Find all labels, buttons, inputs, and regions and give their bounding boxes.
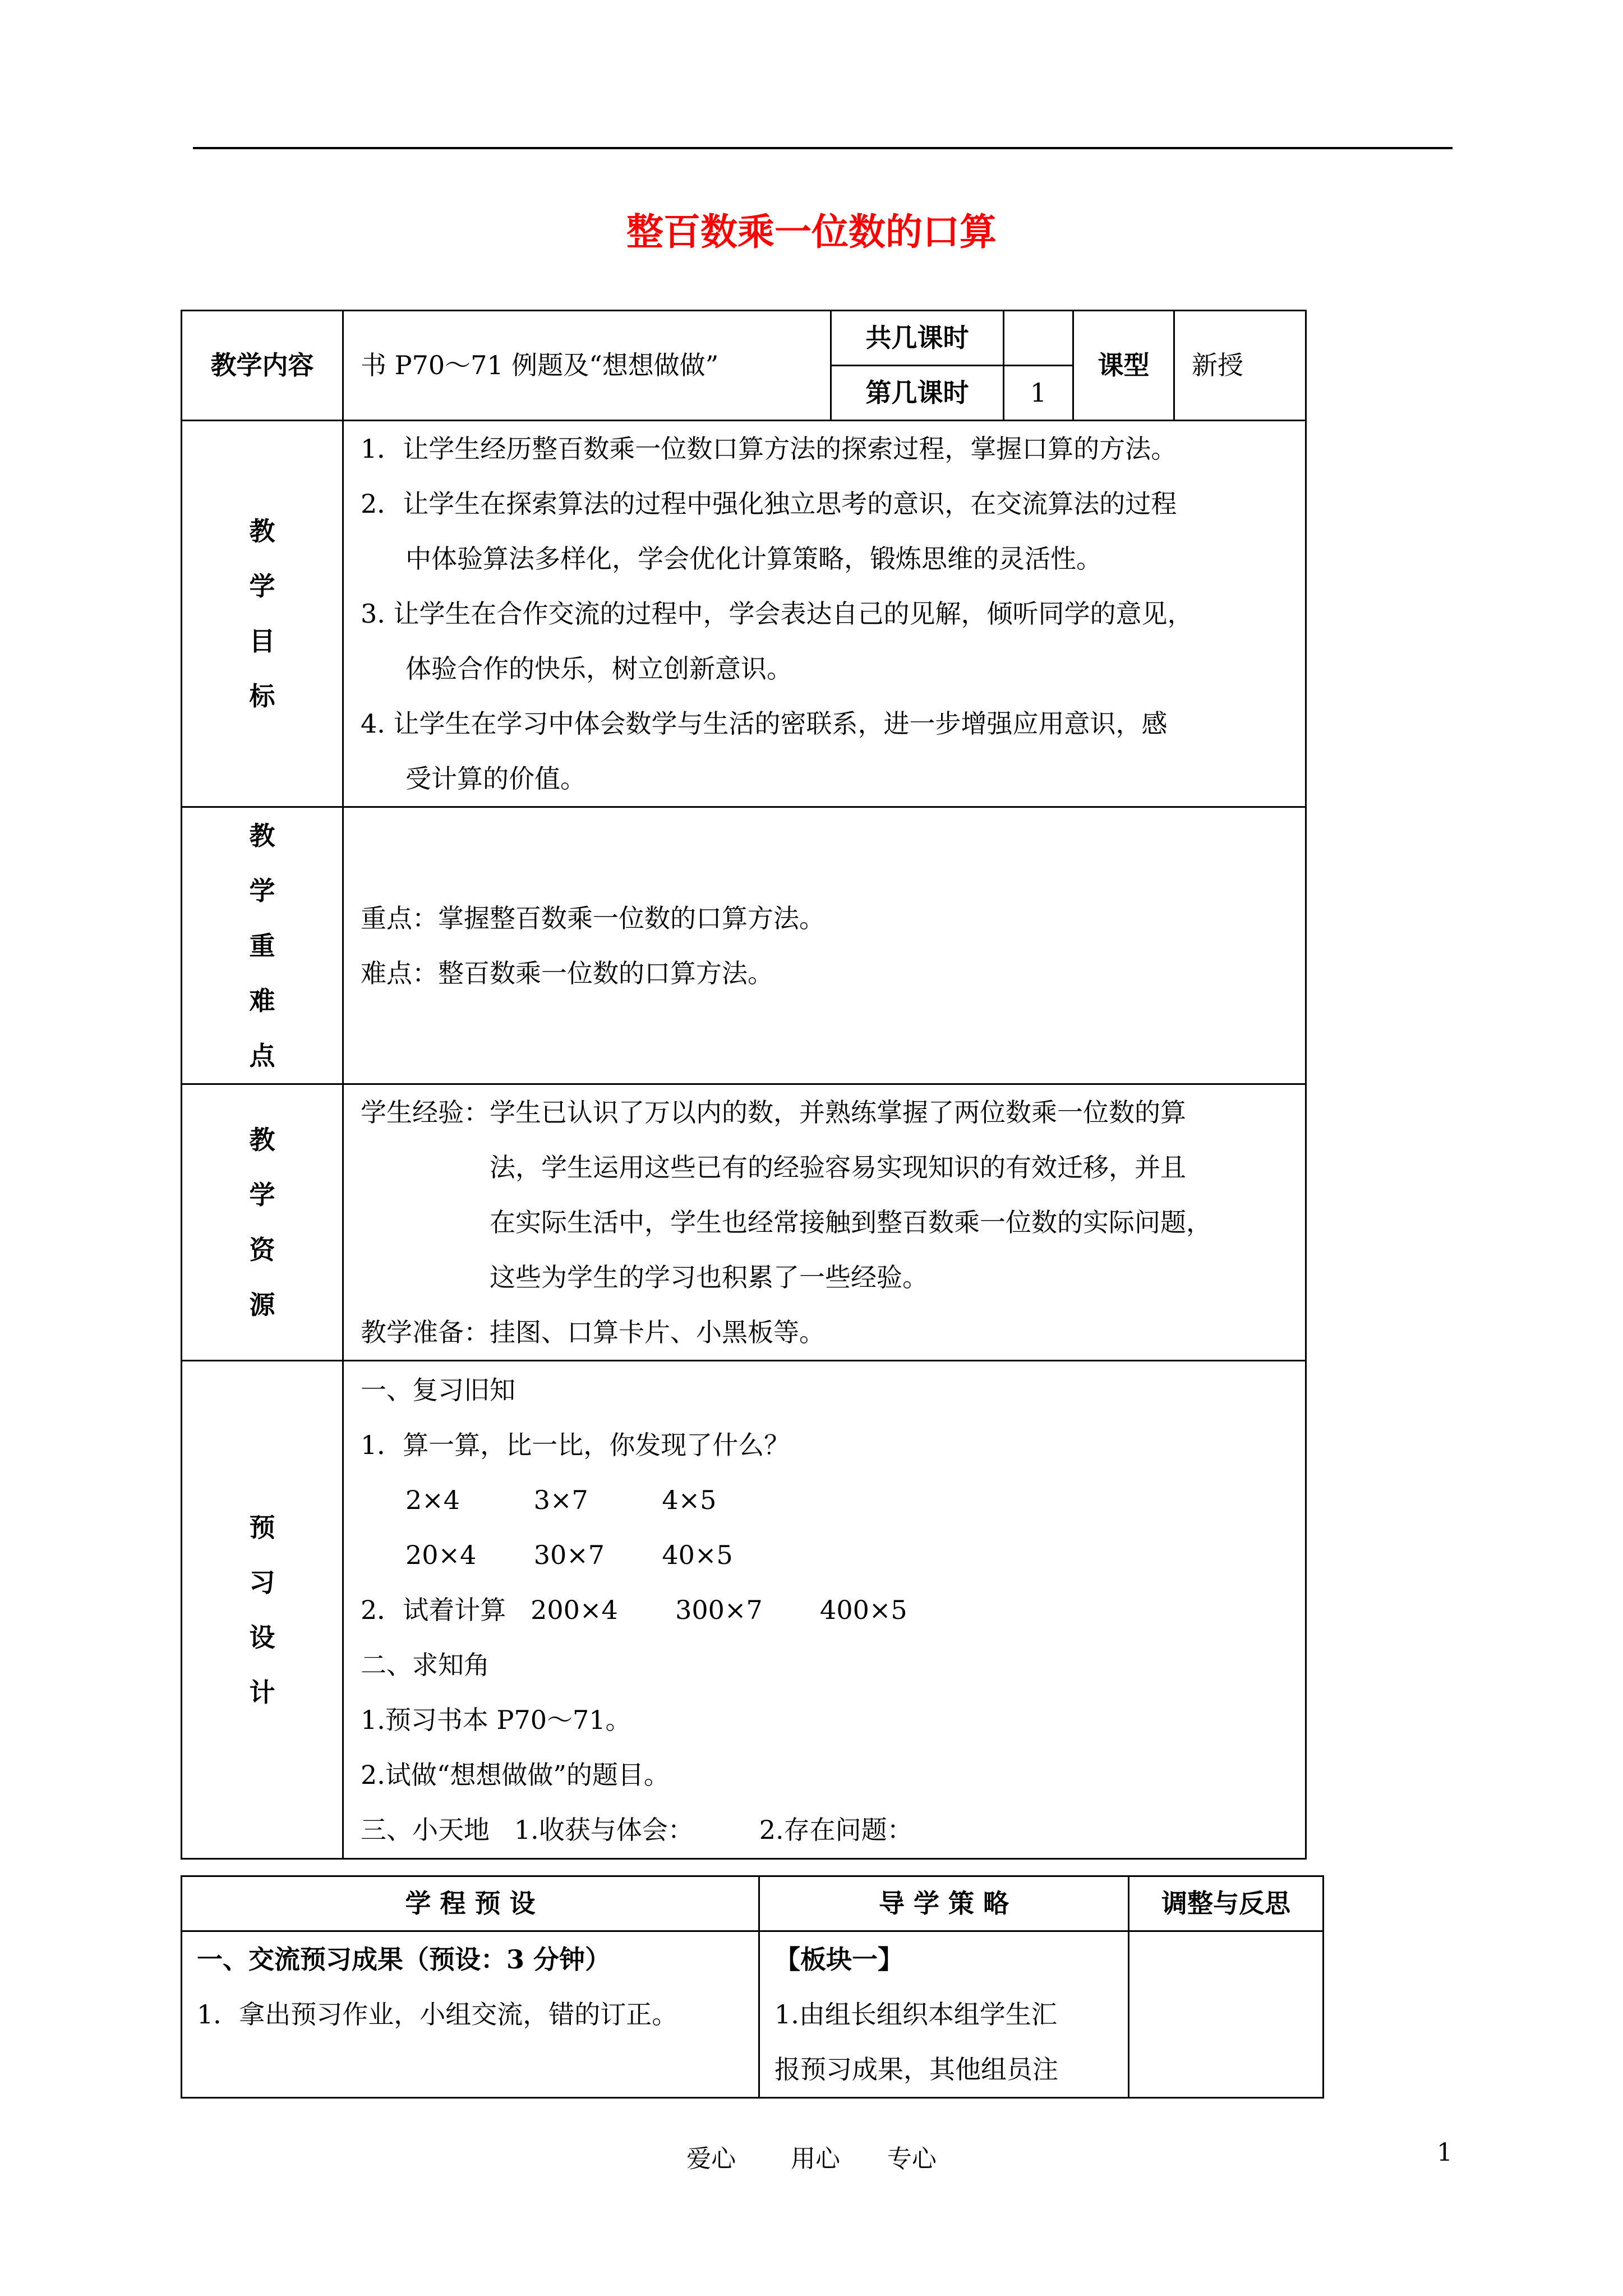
resource-line: 法，学生运用这些已有的经验容易实现知识的有效迁移，并且 (490, 1152, 1186, 1182)
resource-line: 这些为学生的学习也积累了一些经验。 (490, 1262, 928, 1292)
learning-process-table (181, 1875, 1324, 2099)
content-value: 书 P70～71 例题及“想想做做” (343, 311, 831, 421)
preview-line: 1.预习书本 P70～71。 (361, 1704, 631, 1735)
preview-line: 三、小天地 1.收获与体会： 2.存在问题： (361, 1814, 913, 1845)
objective-line: 4. 让学生在学习中体会数学与生活的密联系，进一步增强应用意识，感 (361, 708, 1168, 739)
preview-math: 20×4 30×7 40×5 (405, 1539, 733, 1570)
objective-line: 中体验算法多样化，学会优化计算策略，锻炼思维的灵活性。 (405, 544, 1102, 574)
preview-line: 1．算一算，比一比，你发现了什么？ (361, 1429, 790, 1460)
resource-line: 教学准备：挂图、口算卡片、小黑板等。 (361, 1317, 825, 1347)
strategy-section-title: 【板块一】 (774, 1944, 903, 1975)
resources-content (343, 1084, 1306, 1361)
preview-content (343, 1361, 1306, 1859)
total-lessons-label: 共几课时 (831, 311, 1004, 366)
objective-line: 1．让学生经历整百数乘一位数口算方法的探索过程，掌握口算的方法。 (361, 434, 1177, 464)
preview-label: 预 习 设 计 (182, 1361, 343, 1859)
objective-line: 受计算的价值。 (405, 763, 586, 794)
key-point: 重点：掌握整百数乘一位数的口算方法。 (361, 903, 825, 933)
objectives-content (343, 421, 1306, 807)
strategy-line: 1.由组长组织本组学生汇 (774, 1999, 1057, 2030)
resource-line: 在实际生活中，学生也经常接触到整百数乘一位数的实际问题， (490, 1207, 1212, 1237)
objective-line: 2．让学生在探索算法的过程中强化独立思考的意识，在交流算法的过程 (361, 489, 1177, 519)
lesson-no-value: 1 (1004, 366, 1073, 421)
header-strategy: 导 学 策 略 (759, 1876, 1129, 1931)
preview-line: 一、复习旧知 (361, 1374, 515, 1405)
preview-line: 2．试着计算 200×4 300×7 400×5 (361, 1594, 907, 1625)
resources-label: 教 学 资 源 (182, 1084, 343, 1361)
difficult-point: 难点：整百数乘一位数的口算方法。 (361, 958, 773, 988)
key-points-content (343, 807, 1306, 1084)
content-label: 教学内容 (182, 311, 343, 421)
reflection-cell (1129, 1931, 1324, 2098)
process-section-title: 一、交流预习成果（预设：3 分钟） (197, 1944, 611, 1975)
resource-line: 学生经验：学生已认识了万以内的数，并熟练掌握了两位数乘一位数的算 (361, 1097, 1186, 1128)
page-title: 整百数乘一位数的口算 (626, 210, 997, 254)
strategy-line: 报预习成果，其他组员注 (774, 2054, 1058, 2085)
preview-math: 2×4 3×7 4×5 (405, 1484, 717, 1515)
header-process: 学 程 预 设 (182, 1876, 759, 1931)
objectives-label: 教 学 目 标 (182, 421, 343, 807)
objective-line: 体验合作的快乐，树立创新意识。 (405, 654, 792, 684)
key-points-label: 教 学 重 难 点 (182, 807, 343, 1084)
preview-line: 二、求知角 (361, 1649, 490, 1680)
total-lessons-value (1004, 311, 1073, 366)
header-reflection: 调整与反思 (1129, 1876, 1324, 1931)
type-label: 课型 (1073, 311, 1174, 421)
type-value: 新授 (1174, 311, 1306, 421)
lesson-no-label: 第几课时 (831, 366, 1004, 421)
strategy-cell (759, 1931, 1129, 2098)
header-rule (193, 147, 1453, 149)
objective-line: 3. 让学生在合作交流的过程中，学会表达自己的见解，倾听同学的意见， (361, 599, 1193, 629)
lesson-plan-table (181, 310, 1307, 1860)
process-cell (182, 1931, 759, 2098)
preview-line: 2.试做“想想做做”的题目。 (361, 1759, 670, 1790)
page-number: 1 (1437, 2138, 1453, 2167)
footer-motto: 爱心 用心 专心 (686, 2145, 937, 2173)
process-line: 1．拿出预习作业，小组交流，错的订正。 (197, 1999, 678, 2030)
